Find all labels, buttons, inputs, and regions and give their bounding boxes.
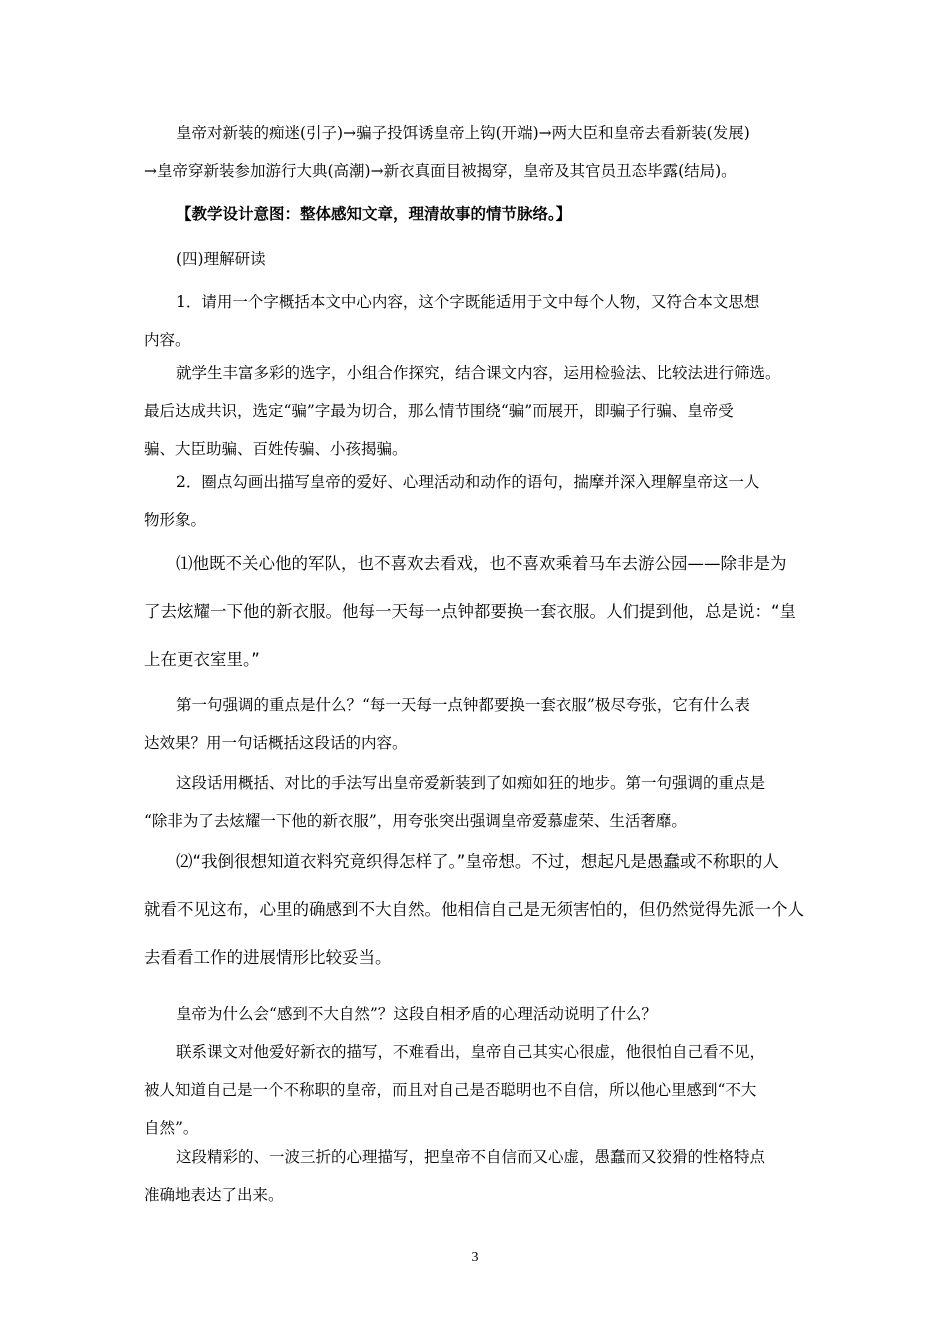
text-line: 内容。 [144,331,191,349]
text-line: 联系课文对他爱好新衣的描写，不难看出，皇帝自己其实心很虚，他很怕自己看不见， [176,1043,766,1061]
question-1 [144,283,812,359]
text-line: 达效果？用一句话概括这段话的内容。 [144,734,408,752]
plot-summary-paragraph [144,114,812,190]
text-line: 这段精彩的、一波三折的心理描写，把皇帝不自信而又心虚，愚蠢而又狡猾的性格特点 [176,1148,766,1166]
section-heading [144,240,812,278]
quote-1 [144,540,812,684]
question-2 [144,463,812,539]
text-line: 皇帝为什么会“感到不大自然”？这段自相矛盾的心理活动说明了什么？ [176,1005,657,1023]
text-line: 【教学设计意图：整体感知文章，理清故事的情节脉络。】 [176,205,572,223]
design-intent-note [144,199,812,229]
text-line: 这段话用概括、对比的手法写出皇帝爱新装到了如痴如狂的地步。第一句强调的重点是 [176,774,766,792]
text-line: 骗、大臣助骗、百姓传骗、小孩揭骗。 [144,440,408,458]
answer-1 [144,354,812,468]
answer-4 [144,1033,812,1147]
quote-2 [144,838,812,982]
text-line: 1．请用一个字概括本文中心内容，这个字既能适用于文中每个人物，又符合本文思想 [176,293,760,311]
text-line: →皇帝穿新装参加游行大典(高潮)→新衣真面目被揭穿，皇帝及其官员丑态毕露(结局)。 [144,162,737,180]
text-line: “除非为了去炫耀一下他的新衣服”，用夸张突出强调皇帝爱慕虚荣、生活奢靡。 [144,812,687,830]
text-line: 物形象。 [144,511,207,529]
text-line: 皇帝对新装的痴迷(引子)→骗子投饵诱皇帝上钩(开端)→两大臣和皇帝去看新装(发展) [176,124,750,142]
text-line: 就看不见这布，心里的确感到不大自然。他相信自己是无须害怕的，但仍然觉得先派一个人 [144,900,804,919]
text-line: 去看看工作的进展情形比较妥当。 [144,948,392,967]
page-number: 3 [471,1250,479,1265]
text-line: ⑴他既不关心他的军队，也不喜欢去看戏，也不喜欢乘着马车去游公园——除非是为 [176,554,787,573]
text-line: 上在更衣室里。” [144,650,260,669]
answer-5 [144,1138,812,1214]
text-line: 了去炫耀一下他的新衣服。他每一天每一点钟都要换一套衣服。人们提到他，总是说：“皇 [144,602,797,621]
text-line: 准确地表达了出来。 [144,1186,284,1204]
text-line: 第一句强调的重点是什么？“每一天每一点钟都要换一套衣服”极尽夸张，它有什么表 [176,696,750,714]
question-3 [144,686,812,762]
text-line: 被人知道自己是一个不称职的皇帝，而且对自己是否聪明也不自信，所以他心里感到“不大 [144,1081,757,1099]
text-line: ⑵“我倒很想知道衣料究竟织得怎样了。”皇帝想。不过，想起凡是愚蠢或不称职的人 [176,852,779,871]
text-line: 就学生丰富多彩的选字，小组合作探究，结合课文内容，运用检验法、比较法进行筛选。 [176,364,781,382]
text-line: (四)理解研读 [176,250,266,268]
question-4 [144,995,812,1033]
text-line: 最后达成共识，选定“骗”字最为切合，那么情节围绕“骗”而展开，即骗子行骗、皇帝受 [144,402,734,420]
answer-3 [144,764,812,840]
text-line: 自然”。 [144,1119,199,1137]
text-line: 2．圈点勾画出描写皇帝的爱好、心理活动和动作的语句，揣摩并深入理解皇帝这一人 [176,473,760,491]
